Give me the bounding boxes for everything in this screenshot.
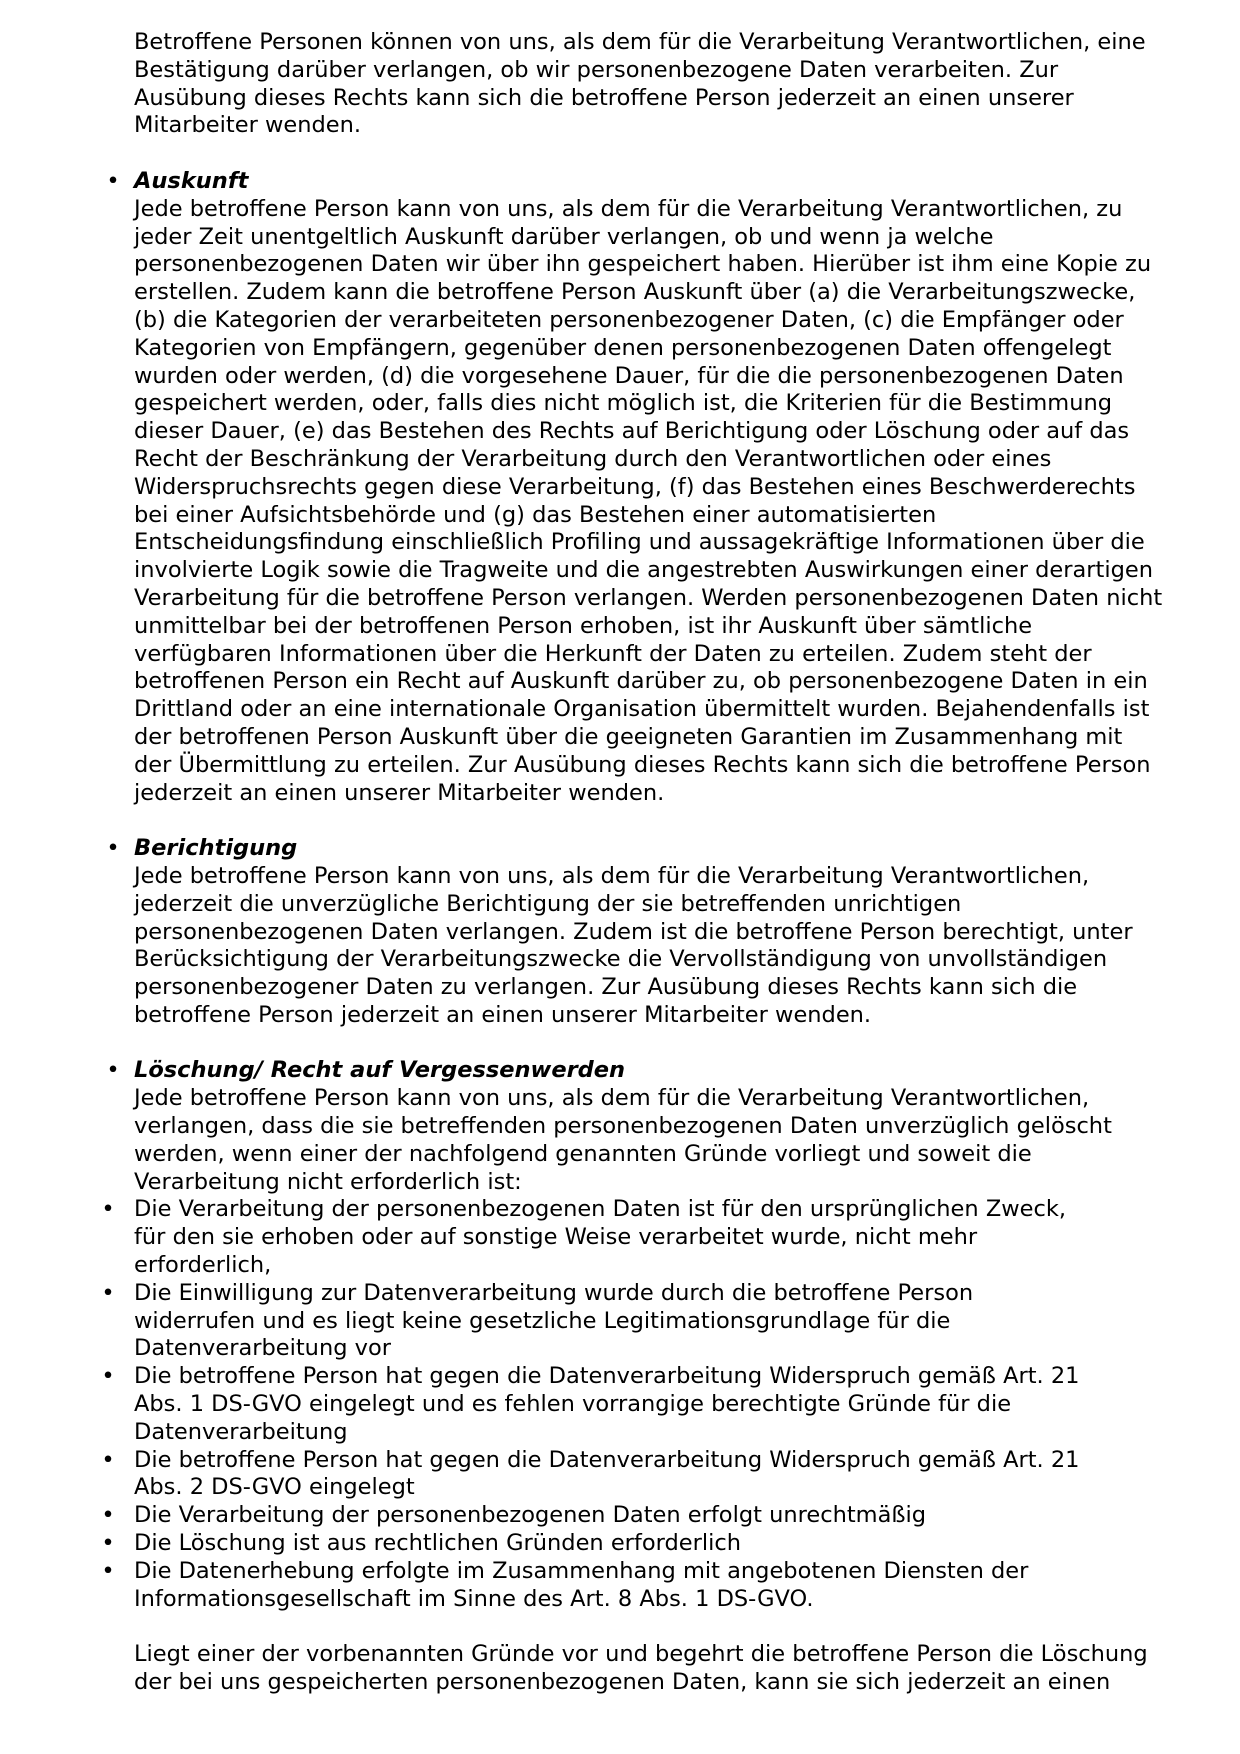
list-item	[61, 1502, 1194, 1530]
section-heading: Löschung/ Recht auf Vergessenwerden	[134, 1057, 626, 1084]
section-auskunft	[106, 167, 1194, 807]
list-item	[61, 1363, 1194, 1446]
list-item-text: Die Verarbeitung der personenbezogenen Daten ist für den ursprünglichen Zweck, für den sie erhoben oder auf sonstige Weise verarbeitet wurde, nicht mehr erforderlich,	[134, 1196, 1067, 1279]
section-berichtigung	[106, 835, 1194, 1030]
section-heading: Auskunft	[134, 167, 249, 194]
bullet-icon: •	[101, 1530, 115, 1557]
bullet-icon: •	[101, 1557, 115, 1584]
document-page	[101, 29, 1194, 1697]
list-item-text: Die Verarbeitung der personenbezogenen Daten erfolgt unrechtmäßig	[134, 1502, 927, 1529]
list-item-text: Die betroffene Person hat gegen die Datenverarbeitung Widerspruch gemäß Art. 21 Abs. 1 DS-GVO eingelegt und es fehlen vorrangige berechtigte Gründe für die Datenverarbeitung	[134, 1363, 1080, 1445]
list-item	[61, 1447, 1194, 1503]
bullet-icon: •	[101, 1502, 115, 1529]
section-paragraph: Jede betroffene Person kann von uns, als dem für die Verarbeitung Verantwortlichen, verlangen, dass die sie betreffenden personenbezogenen Daten unverzüglich gelöscht werden, wenn einer der nachfolgend genannten Gründe vorliegt und soweit die Verarbeitung nicht erforderlich ist:	[134, 1085, 1112, 1195]
bullet-icon: •	[106, 1057, 120, 1084]
list-item-text: Die Löschung ist aus rechtlichen Gründen erforderlich	[134, 1530, 741, 1557]
list-item	[61, 1530, 1194, 1558]
bullet-icon: •	[101, 1279, 115, 1306]
bullet-icon: •	[106, 835, 120, 862]
section-paragraph: Jede betroffene Person kann von uns, als dem für die Verarbeitung Verantwortlichen, zu jeder Zeit unentgeltlich Auskunft darüber verlangen, ob und wenn ja welche personenbezogenen Daten wir über ihn gespeichert haben. Hierüber ist ihm eine Kopie zu erstellen. Zudem kann die betroffene Person Auskunft über (a) die Verarbeitungszwecke, (b) die Kategorien der verarbeiteten personenbezogener Daten, (c) die Empfänger oder Kategorien von Empfängern, gegenüber denen personenbezogenen Daten offengelegt wurden oder werden, (d) die vorgesehene Dauer, für die die personenbezogenen Daten gespeichert werden, oder, falls dies nicht möglich ist, die Kriterien für die Bestimmung dieser Dauer, (e) das Bestehen des Rechts auf Berichtigung oder Löschung oder auf das Recht der Beschränkung der Verarbeitung durch den Verantwortlichen oder eines Widerspruchsrechts gegen diese Verarbeitung, (f) das Bestehen eines Beschwerderechts bei einer Aufsichtsbehörde und (g) das Bestehen einer automatisierten Entscheidungsfindung einschließlich Profiling und aussagekräftige Informationen über die involvierte Logik sowie die Tragweite und die angestrebten Auswirkungen einer derartigen Verarbeitung für die betroffene Person verlangen. Werden personenbezogenen Daten nicht unmittelbar bei der betroffenen Person erhoben, ist ihr Auskunft über sämtliche verfügbaren Informationen über die Herkunft der Daten zu erteilen. Zudem steht der betroffenen Person ein Recht auf Auskunft darüber zu, ob personenbezogene Daten in ein Drittland oder an eine internationale Organisation übermittelt wurden. Bejahendenfalls ist der betroffenen Person Auskunft über die geeigneten Garantien im Zusammenhang mit der Übermittlung zu erteilen. Zur Ausübung dieses Rechts kann sich die betroffene Person jederzeit an einen unserer Mitarbeiter wenden.	[134, 195, 1163, 806]
section-loeschung	[101, 1057, 1194, 1613]
deletion-reasons-list	[101, 1196, 1194, 1613]
list-item-text: Die Einwilligung zur Datenverarbeitung wurde durch die betroffene Person widerrufen und es liegt keine gesetzliche Legitimationsgrundlage für die Datenverarbeitung vor	[134, 1279, 974, 1362]
intro-paragraph: Betroffene Personen können von uns, als dem für die Verarbeitung Verantwortlichen, eine Bestätigung darüber verlangen, ob wir personenbezogene Daten verarbeiten. Zur Ausübung dieses Rechts kann sich die betroffene Person jederzeit an einen unserer Mitarbeiter wenden.	[134, 29, 1146, 139]
list-item-text: Die betroffene Person hat gegen die Datenverarbeitung Widerspruch gemäß Art. 21 Abs. 2 DS-GVO eingelegt	[134, 1446, 1080, 1501]
closing-paragraph: Liegt einer der vorbenannten Gründe vor und begehrt die betroffene Person die Löschung der bei uns gespeicherten personenbezogenen Daten, kann sie sich jederzeit an einen	[134, 1641, 1148, 1696]
bullet-icon: •	[101, 1196, 115, 1223]
list-item	[61, 1196, 1194, 1279]
bullet-icon: •	[101, 1446, 115, 1473]
list-item-text: Die Datenerhebung erfolgte im Zusammenhang mit angebotenen Diensten der Informationsgesellschaft im Sinne des Art. 8 Abs. 1 DS-GVO.	[134, 1557, 1029, 1612]
list-item	[61, 1280, 1194, 1363]
bullet-icon: •	[106, 167, 120, 194]
section-heading: Berichtigung	[134, 835, 298, 862]
bullet-icon: •	[101, 1363, 115, 1390]
section-paragraph: Jede betroffene Person kann von uns, als dem für die Verarbeitung Verantwortlichen, jederzeit die unverzügliche Berichtigung der sie betreffenden unrichtigen personenbezogenen Daten verlangen. Zudem ist die betroffene Person berechtigt, unter Berücksichtigung der Verarbeitungszwecke die Vervollständigung von unvollständigen personenbezogener Daten zu verlangen. Zur Ausübung dieses Rechts kann sich die betroffene Person jederzeit an einen unserer Mitarbeiter wenden.	[134, 862, 1133, 1028]
list-item	[61, 1558, 1194, 1614]
